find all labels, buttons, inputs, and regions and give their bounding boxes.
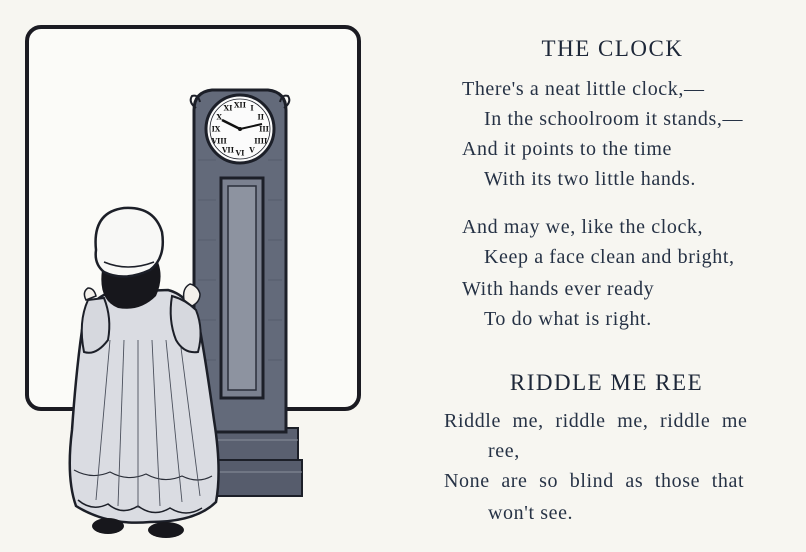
poem-line: won't see. <box>488 502 574 524</box>
clock-base <box>206 428 302 496</box>
clock-numeral: III <box>259 124 269 134</box>
clock-numeral: VII <box>222 145 234 155</box>
clock-numeral: X <box>216 112 222 122</box>
poem-line: ree, <box>488 440 520 462</box>
clock-numeral: VIII <box>211 136 227 146</box>
poem-line: Keep a face clean and bright, <box>484 246 735 268</box>
poem-line: To do what is right. <box>484 308 652 330</box>
clock-numeral: IX <box>211 124 221 134</box>
clock-face <box>206 95 274 163</box>
poem-line: There's a neat little clock,— <box>462 78 705 100</box>
poem-line: None are so blind as those that <box>444 470 745 492</box>
clock-numeral: XII <box>234 100 246 110</box>
poem-line: And it points to the time <box>462 138 672 160</box>
poem-title-riddle-me-ree: RIDDLE ME REE <box>509 370 704 395</box>
poem-line: With its two little hands. <box>484 168 697 190</box>
poem-line: In the schoolroom it stands,— <box>484 108 744 130</box>
text-column <box>440 0 806 552</box>
poem-line: Riddle me, riddle me, riddle me <box>444 410 748 432</box>
clock-numeral: V <box>249 145 255 155</box>
poem-title-the-clock: THE CLOCK <box>541 36 684 61</box>
clock-numeral: XI <box>223 103 233 113</box>
clock-numeral: I <box>250 103 254 113</box>
poem-line: And may we, like the clock, <box>462 216 704 238</box>
poem-line: With hands ever ready <box>462 278 655 300</box>
clock-numeral: IIII <box>254 136 268 146</box>
clock-numeral: VI <box>235 148 245 158</box>
clock-numeral: II <box>257 112 265 122</box>
